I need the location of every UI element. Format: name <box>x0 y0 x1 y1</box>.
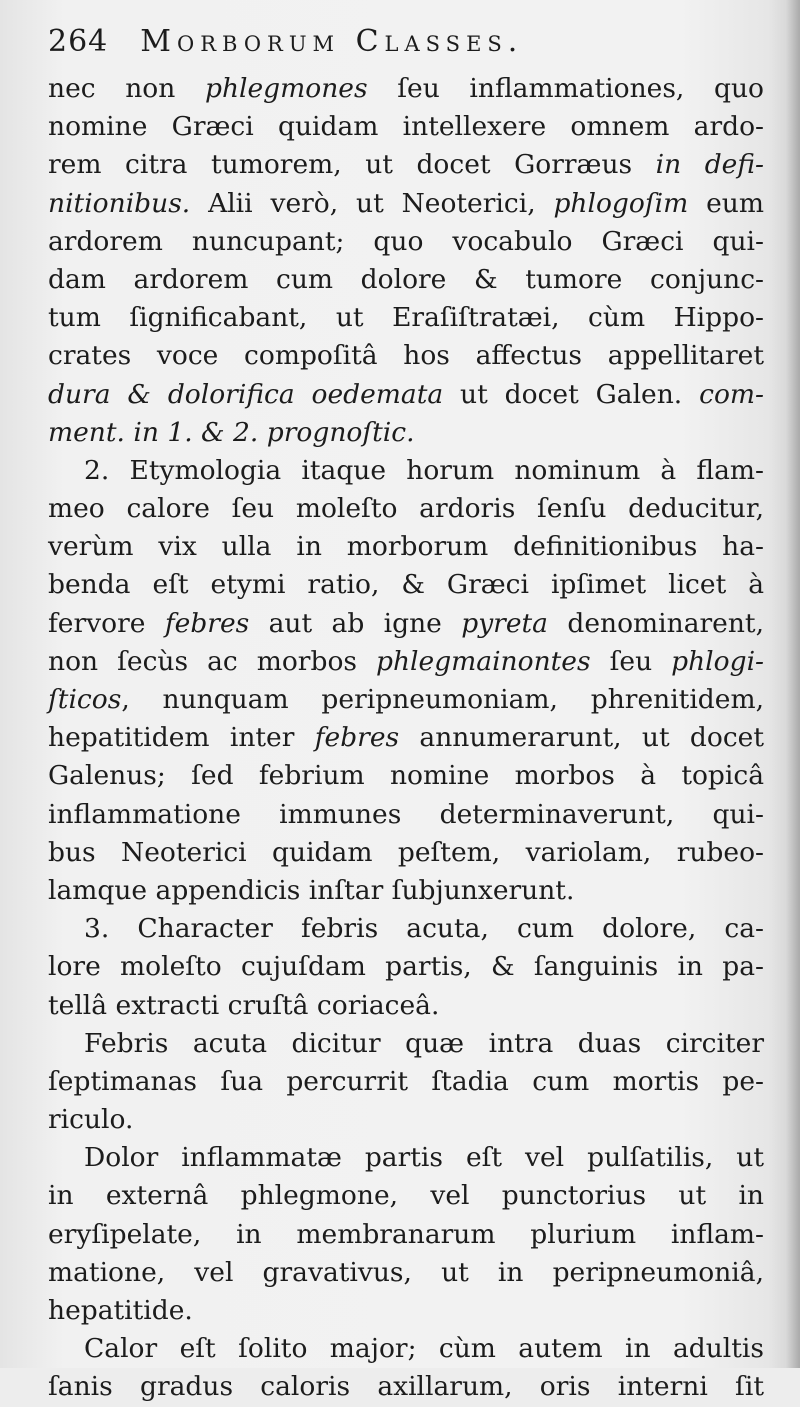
text-segment: aut ab igne <box>249 607 462 639</box>
text-line <box>48 681 764 719</box>
text-line <box>48 1177 764 1215</box>
text-segment: crates voce compoſitâ hos affectus appellitaret <box>48 340 764 372</box>
text-segment: tellâ extracti cruſtâ coriaceâ. <box>48 989 440 1021</box>
text-segment: denominarent, <box>547 607 764 639</box>
italic-text-segment: ſticos <box>48 684 122 715</box>
italic-text-segment: febres <box>314 722 400 754</box>
text-line <box>48 1368 764 1406</box>
text-segment: ardorem nuncupant; quo vocabulo Græci qui- <box>48 225 764 257</box>
text-segment: fervore <box>48 607 165 639</box>
text-segment: tum ſignificabant, ut Eraſiſtratæi, cùm Hippo- <box>48 302 764 334</box>
text-segment: ſeu <box>590 645 672 677</box>
italic-text-segment: nitionibus. <box>48 187 191 219</box>
italic-text-segment: phlogoſim <box>553 187 689 219</box>
text-segment: benda eſt etymi ratio, & Græci ipſimet licet à <box>48 569 764 601</box>
text-segment: meo calore ſeu moleſto ardoris ſenſu deducitur, <box>48 493 764 525</box>
text-segment: Dolor inflammatæ partis eſt vel pulſatilis, ut <box>84 1142 764 1174</box>
text-line <box>48 757 764 795</box>
text-line <box>48 1254 764 1292</box>
text-line <box>48 1139 764 1177</box>
text-line <box>48 261 764 299</box>
text-line <box>48 1101 764 1139</box>
text-segment: inflammatione immunes determinaverunt, qui- <box>48 798 764 830</box>
text-line <box>48 70 764 108</box>
text-line <box>48 987 764 1025</box>
text-segment: dam ardorem cum dolore & tumore conjunc- <box>48 263 764 295</box>
italic-text-segment: com- <box>699 378 765 410</box>
text-line <box>48 299 764 337</box>
text-line <box>48 1063 764 1101</box>
text-line <box>48 796 764 834</box>
text-segment: in externâ phlegmone, vel punctorius ut in <box>48 1180 764 1212</box>
text-line <box>48 1216 764 1254</box>
page-edge-shadow <box>786 0 800 1368</box>
text-segment: Alii verò, ut Neoterici, <box>190 187 554 219</box>
text-line <box>48 337 764 375</box>
text-line <box>48 528 764 566</box>
text-line <box>48 185 764 223</box>
text-segment: 3. Character febris acuta, cum dolore, ca- <box>84 913 764 945</box>
italic-text-segment: phlegmainontes <box>376 645 591 677</box>
text-segment: rem citra tumorem, ut docet Gorræus <box>48 149 656 181</box>
text-segment: ſanis gradus caloris axillarum, oris interni ſit <box>48 1371 764 1403</box>
text-segment: ſeu inflammationes, quo <box>367 73 764 104</box>
text-line <box>48 910 764 948</box>
text-segment: nec non <box>48 73 205 104</box>
italic-text-segment: pyreta <box>461 607 548 639</box>
text-line <box>48 1025 764 1063</box>
text-segment: lamque appendicis inſtar ſubjunxerunt. <box>48 874 575 906</box>
text-line <box>48 223 764 261</box>
text-line <box>48 948 764 986</box>
text-line <box>48 452 764 490</box>
text-line <box>48 566 764 604</box>
text-segment: eum <box>688 187 764 219</box>
body-text <box>48 70 764 1407</box>
text-line <box>48 834 764 872</box>
text-segment: hepatitidem inter <box>48 722 315 754</box>
text-line <box>48 146 764 184</box>
text-segment: lore moleſto cujuſdam partis, & ſanguinis in pa- <box>48 951 764 983</box>
text-line <box>48 490 764 528</box>
text-line <box>48 643 764 681</box>
text-segment: matione, vel gravativus, ut in peripneumoniâ, <box>48 1256 764 1288</box>
page-header <box>48 24 768 72</box>
text-segment: verùm vix ulla in morborum definitionibus ha- <box>48 531 764 563</box>
italic-text-segment: dura & dolorifica oedemata <box>48 378 444 410</box>
page-number: 264 <box>48 24 109 59</box>
text-segment: , nunquam peripneumoniam, phrenitidem, <box>121 684 764 715</box>
text-segment: eryſipelate, in membranarum plurium inflam- <box>48 1218 764 1250</box>
text-segment: riculo. <box>48 1104 134 1136</box>
text-segment: Febris acuta dicitur quæ intra duas circiter <box>84 1027 764 1059</box>
text-line <box>48 414 764 452</box>
text-segment: ſeptimanas ſua percurrit ſtadia cum mortis pe- <box>48 1065 764 1097</box>
text-segment: ut docet Galen. <box>443 378 700 410</box>
italic-text-segment: ment. in 1. & 2. prognoſtic. <box>48 416 415 448</box>
text-segment: Galenus; ſed febrium nomine morbos à topicâ <box>48 760 764 792</box>
text-segment: bus Neoterici quidam peſtem, variolam, rubeo- <box>48 836 764 868</box>
italic-text-segment: phlegmones <box>204 73 368 104</box>
text-line <box>48 1292 764 1330</box>
text-line <box>48 376 764 414</box>
text-segment: annumerarunt, ut docet <box>399 722 764 754</box>
text-line <box>48 1330 764 1368</box>
text-segment: hepatitide. <box>48 1295 193 1326</box>
text-segment: Calor eſt ſolito major; cùm autem in adultis <box>84 1333 764 1365</box>
text-segment: 2. Etymologia itaque horum nominum à flam- <box>84 454 764 486</box>
text-line <box>48 605 764 643</box>
text-segment: non ſecùs ac morbos <box>48 645 376 677</box>
text-line <box>48 108 764 146</box>
text-line <box>48 872 764 910</box>
text-segment: nomine Græci quidam intellexere omnem ardo- <box>48 111 764 143</box>
italic-text-segment: febres <box>164 607 250 639</box>
running-title: Morborum Classes. <box>140 24 524 59</box>
text-line <box>48 719 764 757</box>
italic-text-segment: phlogi- <box>671 645 764 677</box>
italic-text-segment: in defi- <box>655 149 764 181</box>
